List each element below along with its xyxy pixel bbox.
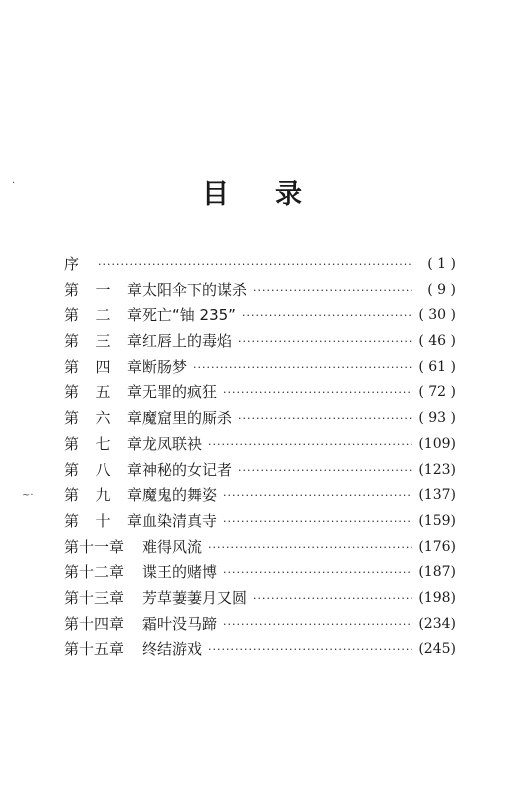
toc-leader-dots [238, 329, 412, 355]
toc-chapter-title: 断肠梦 [142, 357, 188, 376]
toc-chapter-char: 四 [95, 357, 111, 376]
toc-chapter-char: 第 [64, 306, 80, 325]
toc-chapter-char: 第十一章 [64, 537, 125, 556]
toc-title-char: 录 [275, 179, 304, 210]
toc-entry [64, 535, 456, 561]
toc-chapter-char: 序 [64, 255, 80, 273]
toc-page-number: ( 1 ) [427, 256, 456, 272]
toc-leader-dots [223, 612, 412, 638]
toc-chapter-char: 第 [64, 280, 80, 299]
toc-chapter-label [64, 535, 142, 561]
toc-leader-dots [208, 535, 412, 561]
toc-leader-dots [98, 252, 412, 278]
toc-chapter-char: 第 [64, 357, 80, 376]
toc-chapter-char: 六 [95, 409, 111, 428]
toc-chapter-char: 第 [64, 332, 80, 351]
toc-chapter-label [64, 509, 142, 535]
toc-entry [64, 560, 456, 586]
scan-speck: ~· [22, 490, 34, 501]
toc-chapter-char: 二 [95, 306, 111, 325]
toc-chapter-label [64, 560, 142, 586]
toc-chapter-char: 第 [64, 511, 80, 530]
toc-chapter-char: 第 [64, 383, 80, 402]
toc-chapter-title: 神秘的女记者 [142, 460, 233, 479]
toc-chapter-char: 十 [95, 511, 111, 530]
toc-chapter-title: 终结游戏 [142, 640, 203, 659]
toc-chapter-char: 八 [95, 460, 111, 479]
toc-title [0, 172, 506, 211]
toc-chapter-label [64, 278, 142, 304]
toc-chapter-char: 章 [126, 280, 142, 299]
toc-chapter-char: 第十二章 [64, 563, 125, 582]
toc-page-number: ( 61 ) [418, 358, 456, 375]
toc-page-number: (234) [418, 615, 456, 632]
toc-page-number: (109) [418, 435, 456, 452]
toc-page-number: ( 93 ) [418, 410, 456, 427]
toc-leader-dots [242, 303, 412, 329]
toc-chapter-title: 魔鬼的舞姿 [142, 486, 218, 505]
toc-chapter-title: 无罪的疯狂 [142, 383, 218, 402]
toc-entry [64, 252, 456, 278]
toc-page-number: ( 30 ) [418, 307, 456, 324]
toc-leader-dots [223, 483, 412, 509]
toc-chapter-char: 五 [95, 383, 111, 402]
toc-chapter-char: 第 [64, 434, 80, 453]
toc-chapter-title: 芳草萋萋月又圆 [142, 588, 248, 607]
toc-chapter-char: 七 [95, 434, 111, 453]
toc-chapter-label [64, 380, 142, 406]
toc-chapter-title: 死亡“铀 235” [142, 306, 236, 325]
toc-chapter-title: 红唇上的毒焰 [142, 332, 233, 351]
toc-chapter-char: 章 [126, 460, 142, 479]
toc-entry [64, 483, 456, 509]
toc-entry [64, 509, 456, 535]
toc-chapter-label [64, 303, 142, 329]
toc-page-number: ( 46 ) [418, 333, 456, 350]
scan-speck: · [12, 178, 16, 189]
toc-entry [64, 380, 456, 406]
toc-chapter-title: 太阳伞下的谋杀 [142, 280, 248, 299]
toc-leader-dots [238, 458, 412, 484]
toc-title-char: 目 [202, 179, 231, 210]
toc-entry [64, 637, 456, 663]
toc-page-number: (187) [418, 564, 456, 581]
toc-chapter-char: 章 [126, 383, 142, 402]
toc-chapter-label [64, 252, 92, 278]
toc-page-number: (137) [418, 487, 456, 504]
toc-leader-dots [223, 560, 412, 586]
toc-chapter-label [64, 406, 142, 432]
toc-chapter-label [64, 329, 142, 355]
toc-chapter-label [64, 432, 142, 458]
toc-chapter-char: 第十三章 [64, 588, 125, 607]
toc-leader-dots [223, 380, 412, 406]
toc-chapter-title: 难得风流 [142, 537, 203, 556]
toc-chapter-label [64, 586, 142, 612]
toc-chapter-label [64, 458, 142, 484]
toc-entry [64, 329, 456, 355]
toc-chapter-title: 血染清真寺 [142, 511, 218, 530]
toc-chapter-char: 第 [64, 486, 80, 505]
toc-chapter-title: 谍王的赌博 [142, 563, 218, 582]
toc-chapter-char: 九 [95, 486, 111, 505]
toc-entry [64, 586, 456, 612]
toc-chapter-label [64, 612, 142, 638]
toc-chapter-char: 第 [64, 409, 80, 428]
toc-page-number: (176) [418, 538, 456, 555]
toc-chapter-char: 三 [95, 332, 111, 351]
toc-entry [64, 458, 456, 484]
toc-entry [64, 355, 456, 381]
toc-chapter-char: 章 [126, 434, 142, 453]
toc-chapter-char: 一 [95, 280, 111, 299]
toc-entry [64, 612, 456, 638]
toc-leader-dots [193, 355, 412, 381]
toc-chapter-char: 章 [126, 306, 142, 325]
toc-page-number: ( 9 ) [427, 281, 456, 298]
toc-chapter-label [64, 637, 142, 663]
toc-chapter-title: 霜叶没马蹄 [142, 614, 218, 633]
toc-entry [64, 432, 456, 458]
toc-leader-dots [253, 586, 412, 612]
toc-entry [64, 406, 456, 432]
toc-leader-dots [238, 406, 412, 432]
toc-chapter-title: 龙凤联袂 [142, 434, 203, 453]
toc-entry [64, 303, 456, 329]
toc-chapter-title: 魔窟里的厮杀 [142, 409, 233, 428]
toc-chapter-label [64, 355, 142, 381]
toc-chapter-label [64, 483, 142, 509]
toc-chapter-char: 章 [126, 409, 142, 428]
toc-page-number: (123) [418, 461, 456, 478]
toc-page-number: ( 72 ) [418, 384, 456, 401]
toc-page-number: (159) [418, 512, 456, 529]
toc-leader-dots [208, 432, 412, 458]
toc-page-number: (198) [418, 589, 456, 606]
toc-chapter-char: 章 [126, 357, 142, 376]
toc-chapter-char: 章 [126, 332, 142, 351]
toc-chapter-char: 第十五章 [64, 640, 125, 659]
toc-entry [64, 278, 456, 304]
toc-leader-dots [208, 637, 412, 663]
toc-chapter-char: 第 [64, 460, 80, 479]
toc-page-number: (245) [418, 641, 456, 658]
toc-chapter-char: 章 [126, 486, 142, 505]
toc-leader-dots [223, 509, 412, 535]
toc-chapter-char: 第十四章 [64, 614, 125, 633]
toc-leader-dots [253, 278, 412, 304]
toc-chapter-char: 章 [126, 511, 142, 530]
table-of-contents [64, 252, 456, 663]
